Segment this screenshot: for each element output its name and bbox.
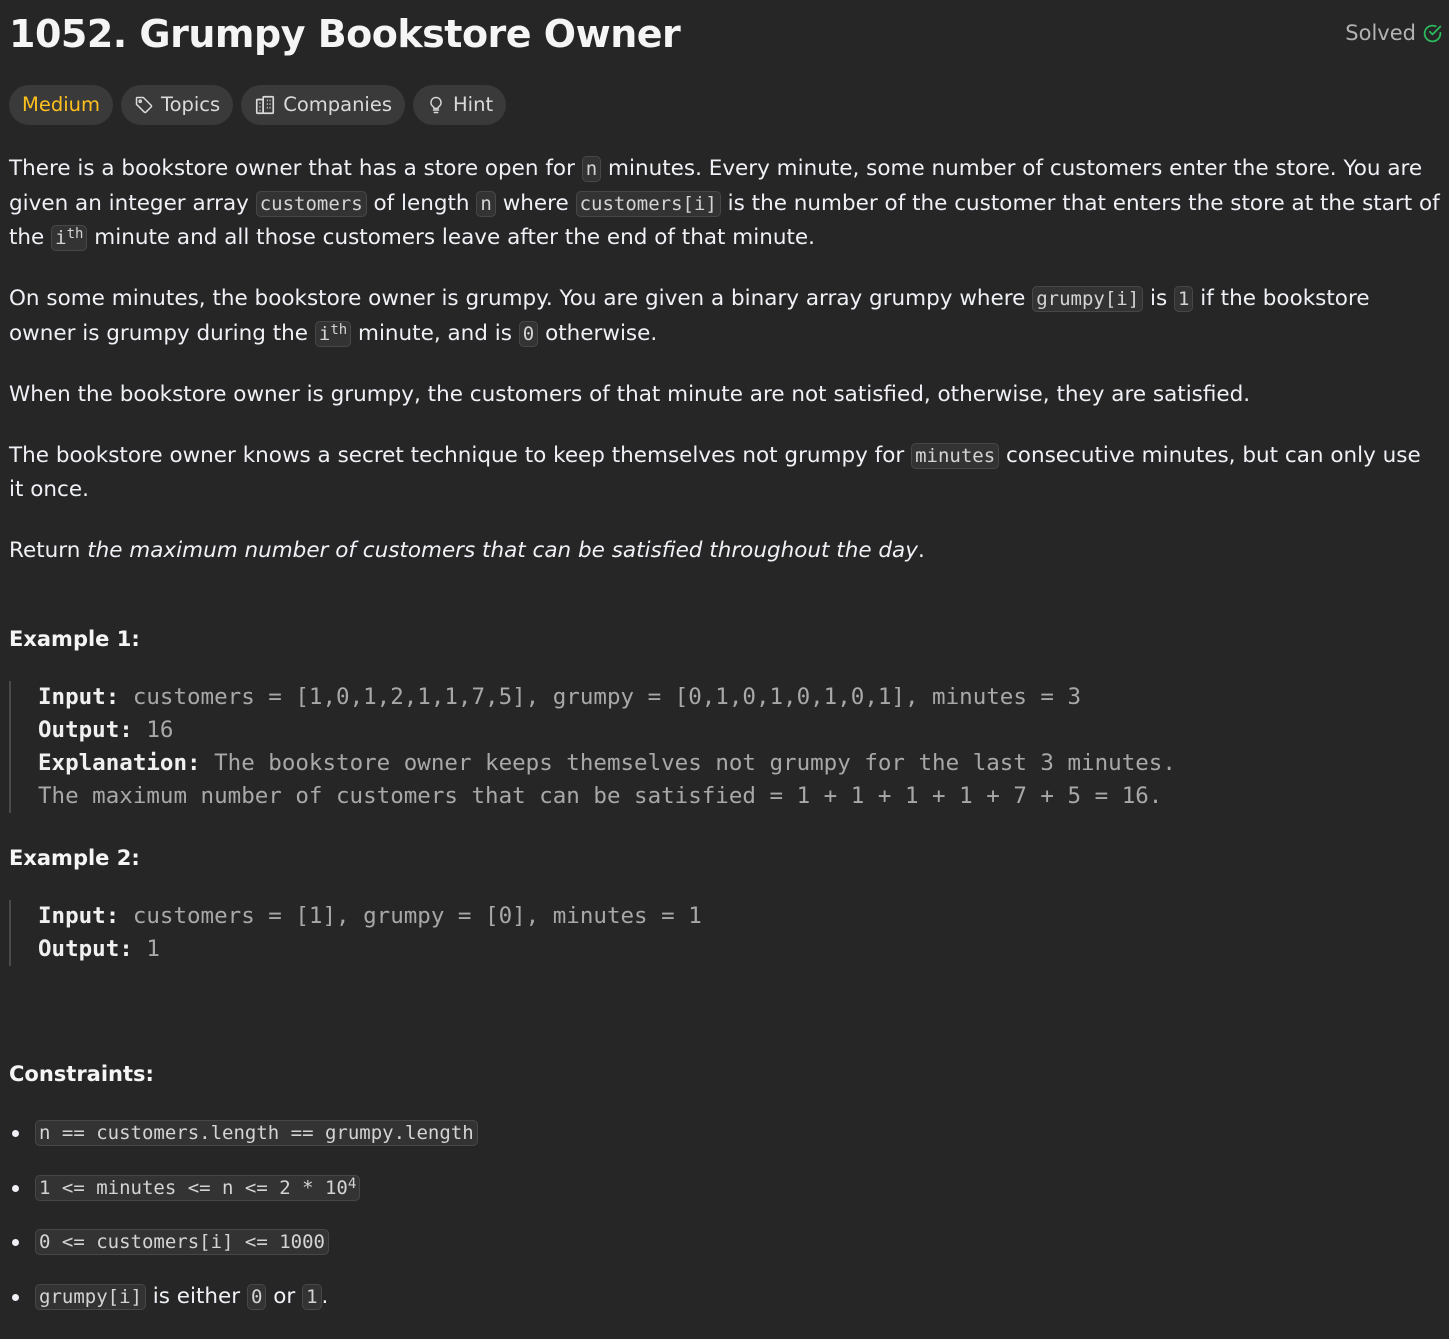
example-1-title: Example 1: xyxy=(9,627,140,651)
code-one: 1 xyxy=(1174,286,1193,312)
constraint-item xyxy=(9,1279,478,1334)
companies-button[interactable] xyxy=(241,85,405,125)
code-ith xyxy=(51,225,87,251)
example-line xyxy=(38,933,702,966)
text: There is a bookstore owner that has a store open for xyxy=(9,156,582,181)
code-i: i xyxy=(318,322,331,345)
constraint-code: 0 xyxy=(247,1284,266,1310)
paragraph-3: When the bookstore owner is grumpy, the customers of that minute are not satisfied, otherwise, they are satisfied. xyxy=(9,381,1251,407)
example-line xyxy=(38,900,702,933)
solved-label: Solved xyxy=(1345,21,1416,45)
input-label: Input: xyxy=(38,903,120,929)
hint-label: Hint xyxy=(453,92,494,116)
lightbulb-icon xyxy=(426,95,446,115)
code-grumpy-i: grumpy[i] xyxy=(1032,286,1143,312)
text: On some minutes, the bookstore owner is grumpy. You are given a binary array grumpy where xyxy=(9,286,1033,311)
code-customers: customers xyxy=(256,191,367,217)
solved-status xyxy=(1345,18,1443,48)
code-ith xyxy=(315,321,351,347)
output-label: Output: xyxy=(38,936,133,962)
output-value: 16 xyxy=(132,717,174,743)
emphasis-text: the maximum number of customers that can be satisfied throughout the day xyxy=(87,538,918,563)
constraint-code: 0 <= customers[i] <= 1000 xyxy=(35,1229,329,1255)
example-line xyxy=(38,780,1176,813)
problem-title[interactable]: 1052. Grumpy Bookstore Owner xyxy=(9,12,681,56)
constraint-text: or xyxy=(266,1283,303,1309)
paragraph-5 xyxy=(9,534,1441,569)
example-line xyxy=(38,747,1176,780)
tag-bar xyxy=(9,85,506,125)
text: if the bookstore owner is grumpy during the xyxy=(9,286,1370,346)
paragraph-4 xyxy=(9,439,1441,508)
constraint-text: . xyxy=(321,1283,329,1309)
problem-description xyxy=(9,0,1441,1309)
input-value: customers = [1,0,1,2,1,1,7,5], grumpy = [0,1,0,1,0,1,0,1], minutes = 3 xyxy=(119,684,1082,710)
companies-label: Companies xyxy=(283,92,393,116)
text: minutes. Every minute, some number of customers enter the store. You are given an integer array xyxy=(9,156,1423,216)
topics-button[interactable] xyxy=(121,85,233,125)
problem-statement xyxy=(9,152,1441,595)
text: . xyxy=(917,538,925,563)
tag-icon xyxy=(134,95,154,115)
paragraph-1 xyxy=(9,152,1441,256)
code-n: n xyxy=(476,191,495,217)
code-minutes: minutes xyxy=(911,443,999,469)
constraint-code: 1 xyxy=(302,1284,321,1310)
constraint-text: 1 <= minutes <= n <= 2 * 10 xyxy=(39,1176,348,1199)
constraint-text: is either xyxy=(145,1283,247,1309)
difficulty-badge: Medium xyxy=(9,85,113,125)
code-zero: 0 xyxy=(519,321,538,347)
constraints-list xyxy=(9,1115,478,1333)
superscript-exponent: 4 xyxy=(347,1175,357,1192)
constraint-code: n == customers.length == grumpy.length xyxy=(35,1120,478,1146)
problem-header xyxy=(9,0,1441,66)
text: otherwise. xyxy=(538,320,658,346)
constraint-item xyxy=(9,1170,478,1225)
input-value: customers = [1], grumpy = [0], minutes = 1 xyxy=(119,903,702,929)
constraint-code xyxy=(35,1175,360,1201)
text: is the number of the customer that enters the store at the start of the xyxy=(9,190,1440,250)
hint-button[interactable] xyxy=(413,85,506,125)
output-value: 1 xyxy=(132,936,160,962)
topics-label: Topics xyxy=(160,92,221,116)
superscript-th: th xyxy=(66,226,84,242)
text: minute, and is xyxy=(351,320,519,346)
check-circle-icon xyxy=(1422,23,1443,44)
constraint-item xyxy=(9,1224,478,1279)
paragraph-2 xyxy=(9,282,1441,351)
explanation-label: Explanation: xyxy=(38,750,201,776)
building-icon xyxy=(254,94,276,116)
explanation-text: The bookstore owner keeps themselves not grumpy for the last 3 minutes. xyxy=(200,750,1176,776)
constraint-code: grumpy[i] xyxy=(35,1284,146,1310)
code-i: i xyxy=(55,227,67,249)
example-2-title: Example 2: xyxy=(9,846,140,870)
text: minute and all those customers leave after the end of that minute. xyxy=(87,225,815,250)
constraint-item xyxy=(9,1115,478,1170)
example-line xyxy=(38,681,1176,714)
text: of length xyxy=(366,190,477,216)
text: where xyxy=(495,190,576,216)
text: is xyxy=(1143,286,1174,311)
constraints-title: Constraints: xyxy=(9,1062,154,1086)
text: The bookstore owner knows a secret technique to keep themselves not grumpy for xyxy=(9,442,912,468)
explanation-text: The maximum number of customers that can be satisfied = 1 + 1 + 1 + 1 + 7 + 5 = 16. xyxy=(38,783,1163,809)
superscript-th: th xyxy=(330,321,348,338)
text: consecutive minutes, but can only use it once. xyxy=(9,442,1421,502)
code-n: n xyxy=(582,156,601,182)
example-line xyxy=(38,714,1176,747)
example-1-block xyxy=(9,681,1176,813)
code-customers-i: customers[i] xyxy=(576,191,721,217)
output-label: Output: xyxy=(38,717,133,743)
input-label: Input: xyxy=(38,684,120,710)
example-2-block xyxy=(9,900,702,966)
text: Return xyxy=(9,538,88,563)
